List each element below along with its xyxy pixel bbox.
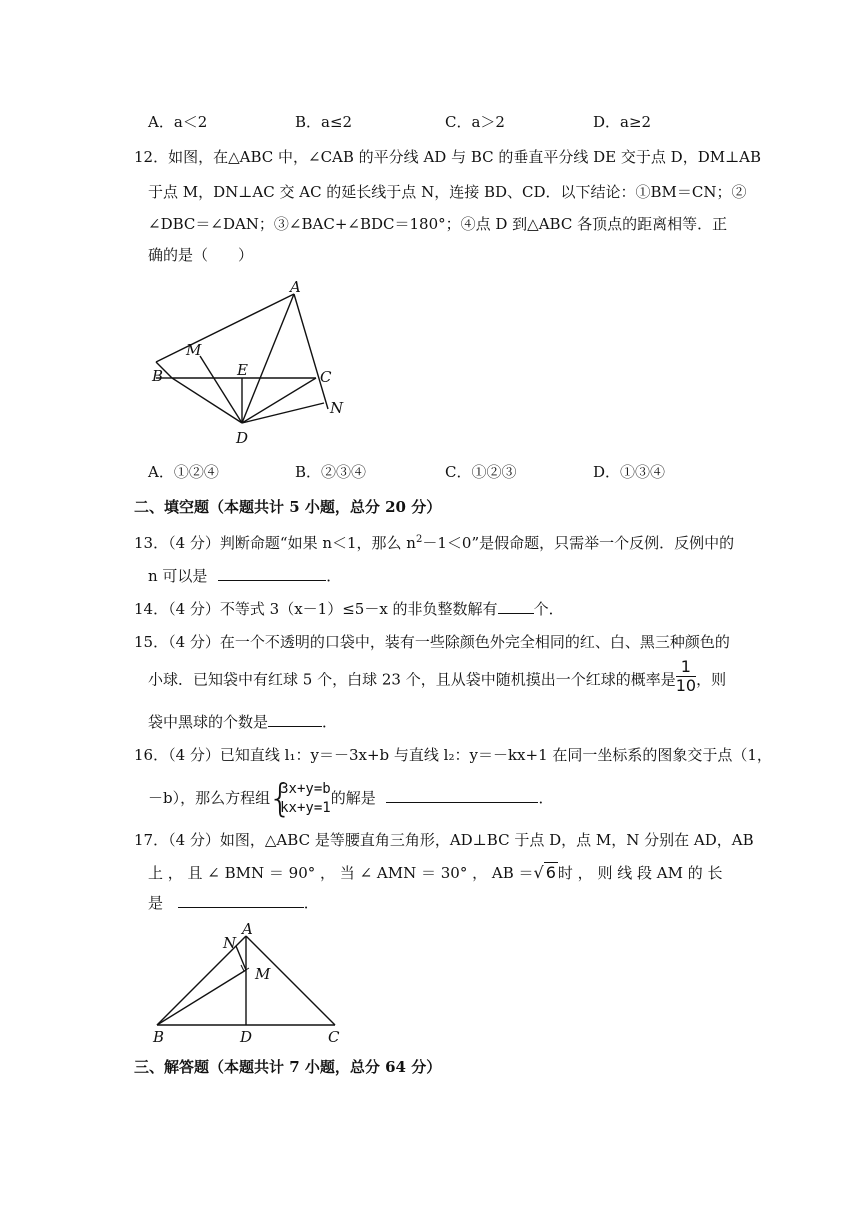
q14-text-a: 14．（4 分）不等式 3（x－1）≤5－x 的非负整数解有 <box>134 600 498 618</box>
q17-label-b: B <box>153 1028 165 1046</box>
q11-option-d: D．a≥2 <box>593 113 652 131</box>
q11-option-b: B．a≤2 <box>295 113 353 131</box>
q14-line <box>134 597 564 619</box>
q16-line2 <box>148 776 554 820</box>
q12-segment-nd <box>242 403 324 423</box>
q15-text-d: ． <box>322 713 338 731</box>
q17-segment-bm <box>157 970 246 1025</box>
q16-equation-2: kx+y=1 <box>280 800 331 816</box>
q12-option-b: B．②③④ <box>295 463 367 481</box>
q17-label-d: D <box>240 1028 253 1046</box>
q12-label-a: A <box>290 278 301 296</box>
q12-segment-md <box>200 356 242 423</box>
q12-segment-ad <box>242 294 294 423</box>
q13-answer-blank[interactable] <box>218 564 326 581</box>
q12-line2: 于点 M，DN⊥AC 交 AC 的延长线于点 N，连接 BD、CD．以下结论：①BM＝CN；② <box>148 183 747 201</box>
q17-text-a: 上 ， 且 ∠ BMN ＝ 90° ， 当 ∠ AMN ＝ 30° ， AB ＝ <box>148 864 534 882</box>
q17-label-c: C <box>328 1028 340 1046</box>
q16-line1: 16．（4 分）已知直线 l₁：y＝－3x+b 与直线 l₂：y＝－kx+1 在同一坐标系的图象交于点（1， <box>134 746 772 764</box>
q12-option-d: D．①③④ <box>593 463 666 481</box>
q12-line3: ∠DBC＝∠DAN；③∠BAC+∠BDC＝180°；④点 D 到△ABC 各顶点的距离相等．正 <box>148 215 728 233</box>
q13-superscript: 2 <box>415 534 423 545</box>
q15-answer-blank[interactable] <box>268 710 322 727</box>
q17-line3 <box>148 891 319 913</box>
q15-fraction-numerator: 1 <box>676 658 696 677</box>
q12-label-d: D <box>236 429 249 447</box>
q12-line1: 12．如图，在△ABC 中，∠CAB 的平分线 AD 与 BC 的垂直平分线 DE 交于点 D，DM⊥AB <box>134 148 762 166</box>
q15-fraction-denominator: 10 <box>675 676 697 695</box>
q12-line4: 确的是（ ） <box>148 246 254 264</box>
q13-text-c: n 可以是 <box>148 567 208 585</box>
q12-option-c: C．①②③ <box>445 463 517 481</box>
q16-text-b: 的解是 <box>330 789 376 807</box>
q16-equation-1: 3x+y=b <box>280 781 331 797</box>
q16-equation-system <box>268 776 331 820</box>
q17-label-m: M <box>255 965 271 983</box>
q12-option-a: A．①②④ <box>148 463 219 481</box>
q15-fraction <box>676 658 696 695</box>
q15-line2 <box>148 657 727 695</box>
q17-sqrt-radicand: 6 <box>545 863 556 882</box>
q12-segment-an <box>294 294 328 409</box>
q12-label-b: B <box>152 367 164 385</box>
section-3-heading: 三、解答题（本题共计 7 小题，总分 64 分） <box>134 1058 442 1076</box>
q15-line3 <box>148 710 337 732</box>
q16-answer-blank[interactable] <box>386 786 538 803</box>
section-2-heading: 二、填空题（本题共计 5 小题，总分 20 分） <box>134 498 442 516</box>
q16-brace: { <box>268 776 293 820</box>
q13-line2 <box>148 564 341 586</box>
q17-text-b: 时 ， 则 线 段 AM 的 长 <box>557 864 723 882</box>
q12-figure <box>140 272 350 452</box>
q17-line1: 17．（4 分）如图，△ABC 是等腰直角三角形，AD⊥BC 于点 D，点 M，N 分别在 AD，AB <box>134 831 754 849</box>
q12-segment-cd <box>242 378 316 423</box>
q11-option-c: C．a＞2 <box>445 113 505 131</box>
q12-segment-bd <box>172 378 242 423</box>
q17-figure <box>145 918 350 1048</box>
q17-line2 <box>148 863 722 883</box>
q15-text-a: 小球．已知袋中有红球 5 个，白球 23 个，且从袋中随机摸出一个红球的概率是 <box>148 670 676 689</box>
q12-segment-ba <box>156 294 294 362</box>
q17-text-d: ． <box>303 894 319 912</box>
q14-answer-blank[interactable] <box>498 597 534 614</box>
q13-text-b: －1＜0”是假命题，只需举一个反例．反例中的 <box>422 534 735 552</box>
q17-label-n: N <box>223 934 237 952</box>
q17-text-c: 是 <box>148 894 164 912</box>
q15-text-b: ，则 <box>696 670 727 689</box>
q16-text-c: ． <box>538 789 554 807</box>
q12-label-e: E <box>237 361 248 379</box>
q12-label-m: M <box>186 341 202 359</box>
q13-line1 <box>134 530 734 553</box>
q12-label-c: C <box>320 368 332 386</box>
q11-option-a: A．a＜2 <box>148 113 208 131</box>
q12-label-n: N <box>330 399 344 417</box>
q17-label-a: A <box>242 920 253 938</box>
q15-line1: 15．（4 分）在一个不透明的口袋中，装有一些除颜色外完全相同的红、白、黑三种颜色的 <box>134 633 730 651</box>
q15-text-c: 袋中黑球的个数是 <box>148 713 269 731</box>
q17-answer-blank[interactable] <box>178 891 304 908</box>
q13-text-d: ． <box>326 567 342 585</box>
q16-text-a: －b），那么方程组 <box>148 789 271 807</box>
q17-segment-nm <box>236 946 246 970</box>
q14-text-b: 个． <box>533 600 564 618</box>
q13-text-a: 13．（4 分）判断命题“如果 n＜1，那么 n <box>134 534 416 552</box>
q17-sqrt: √ 6 <box>533 863 556 882</box>
